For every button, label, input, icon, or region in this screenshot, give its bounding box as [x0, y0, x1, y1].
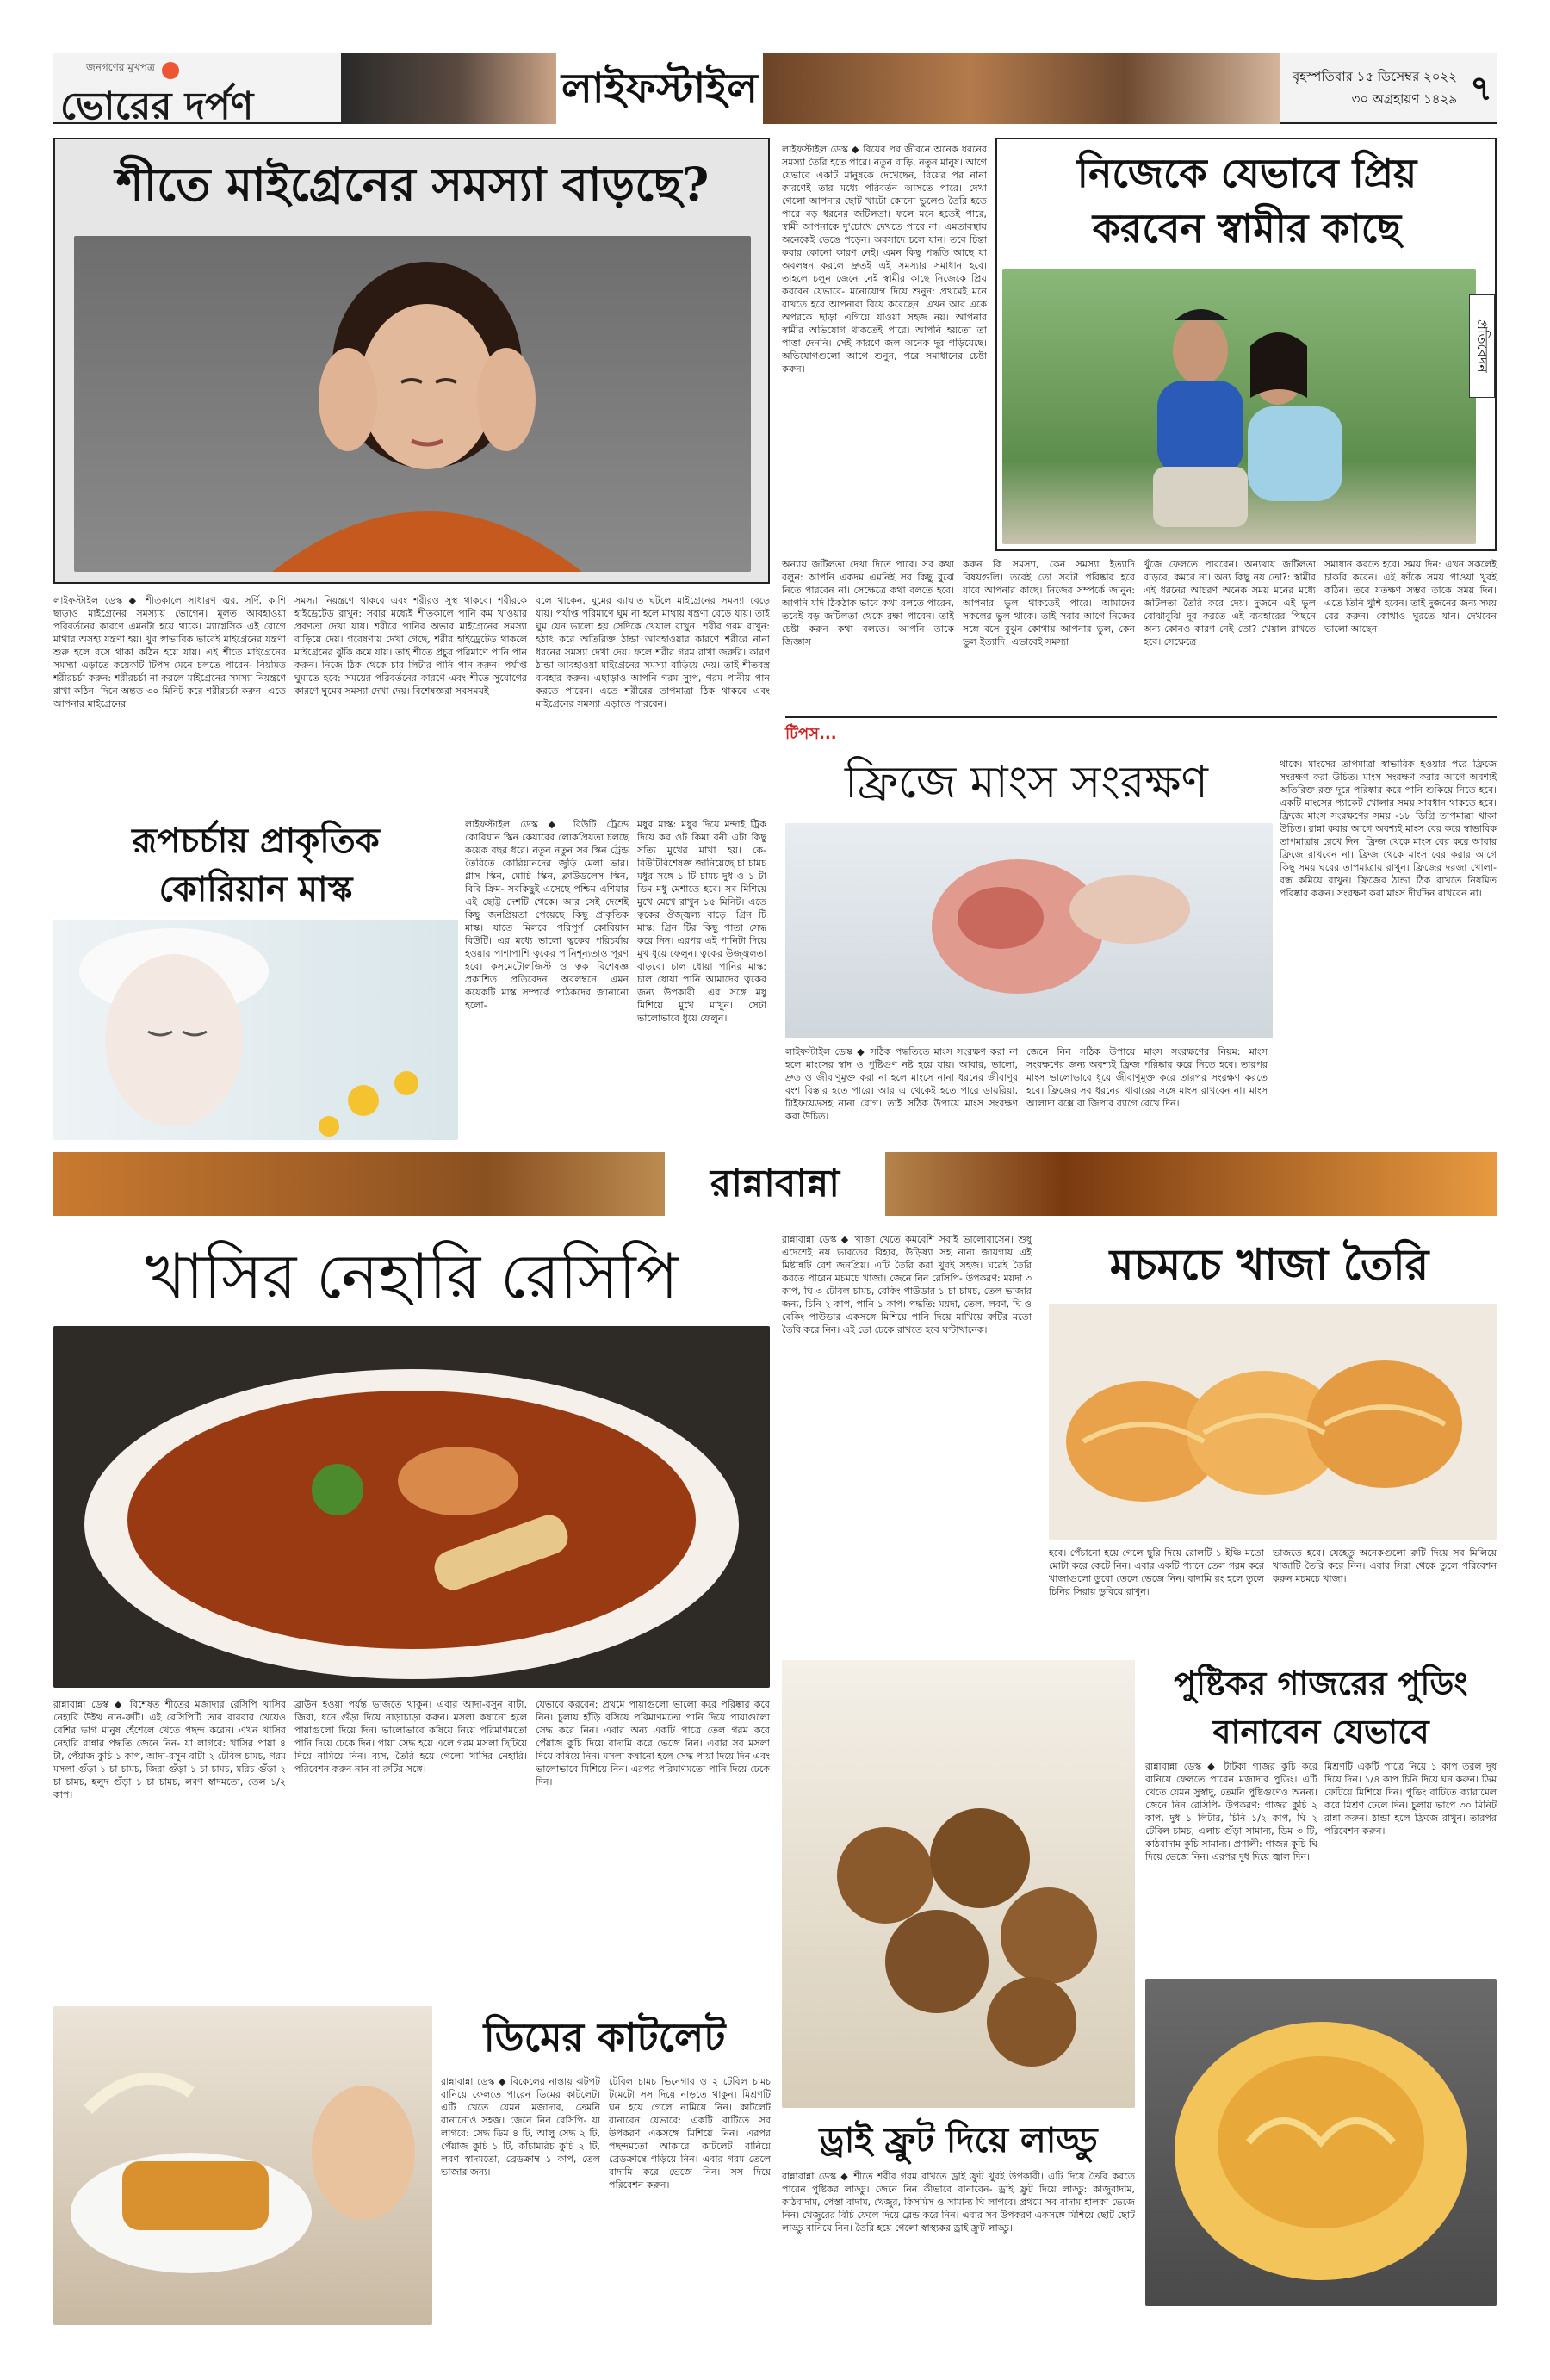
- husband-intro-text: লাইফস্টাইল ডেস্ক ◆ বিয়ের পর জীবনে অনেক ধরনের সমস্যা তৈরি হতে পারে। নতুন বাড়ি, নতুন মানুষ। আগে যেভাবে একটি মানুষকে দেখেছেন, বিয়ের পর নানা কারণেই তার মধ্যে পরিবর্তন আসতে পারে। দেখা গেলো আপনার ছোট খাটো কোনো ভুলেও তৈরি হতে পারে বড় ধরনের জটিলতা। ফলে মনে হতেই পারে, স্বামী আপনাকে দু'চোখে দেখতে পারে না। এমতাবস্থায় অনেকেই ভেঙে পড়েন। অবসাদে চলে যান। তবে চিন্তা করার কোনো কারণ নেই। এমন কিছু পদ্ধতি আছে যা অবলম্বন করলে দ্রুতই এই সমস্যার সমাধান হবে। তাহলে চলুন জেনে নেই স্বামীর কাছে নিজেকে প্রিয় করবেন যেভাবে- মনোযোগ দিয়ে শুনুন: প্রথমেই মনে রাখতে হবে আপনারা বিয়ে করেছেন। এখন আর একে অপরকে ছাড়া এগিয়ে যাওয়া সহজ নয়। আপনার স্বামীর অভিযোগ থাকতেই পারে। আপনি হয়তো তা পাত্তা দেননি। সেই কারণে জল অনেক দূর গড়িয়েছে। অভিযোগগুলো আগে শুনুন, পরে সমাধানের চেষ্টা করুন।: [782, 144, 987, 375]
- mask-woman-illustration: [53, 920, 458, 1140]
- egg-cutlet-headline[interactable]: ডিমের কাটলেট: [483, 2014, 726, 2061]
- carrot-headline-line1[interactable]: পুষ্টিকর গাজরের পুডিং: [1174, 1664, 1468, 1702]
- issue-date: [1285, 65, 1457, 117]
- pudding-illustration: [1145, 1979, 1497, 2306]
- nehari-text-col2: ব্রাউন হওয়া পর্যন্ত ভাজতে থাকুন। এবার আদা-রসুন বাটা, জিরা, ধনে গুঁড়া দিয়ে নাড়াচাড়া করুন। মসলা কষানো হলে পায়াগুলো দিয়ে দিন। ভালোভাবে কষিয়ে নিয়ে পরিমাণমতো পানি দিয়ে ঢেকে দিন। পায়া সেদ্ধ হয়ে এলে গরম মসলা ছিটিয়ে দিয়ে নামিয়ে নিন। ব্যস, তৈরি হয়ে গেলো খাসির নেহারি। পরিবেশন করুন নান বা রুটির সঙ্গে।: [294, 1699, 527, 1775]
- migraine-photo[interactable]: [74, 236, 751, 572]
- nehari-text-col1: রান্নাবান্না ডেস্ক ◆ বিশেষত শীতের মজাদার রেসিপি খাসির নেহারি উইথ নান-রুটি। এই রেসিপিটি তার বারবার খেয়েও বেশির ভাগ মানুষ হেঁশেলে খেতে পছন্দ করেন। এখন খাসির নেহারি রান্নার পদ্ধতি জেনে নিন- যা লাগবে: খাসির পায়া ৪ টা, পেঁয়াজ কুচি ১ কাপ, আদা-রসুন বাটা ২ টেবিল চামচ, গরম মসলা গুঁড়া ১ চা চামচ, জিরা গুঁড়া ১ চা চামচ, মরিচ গুঁড়া ২ চা চামচ, হলুদ গুঁড়া ১ চা চামচ, লবণ স্বাদমতো, তেল ১/২ কাপ।: [53, 1699, 286, 1800]
- migraine-article-box: [53, 138, 770, 584]
- husband-text-col2: করুন কি সমস্যা, কেন সমস্যা ইত্যাদি বিষয়গুলি। তবেই তো সবটা পরিষ্কার হবে যাবে আপনার কাছে। নিজের সম্পর্কে জানুন: আপনার ভুল থাকতেই পারে। আমাদের সকলের ভুল থাকে। তাই সবার আগে নিজের সঙ্গে বসে বুঝুন কোথায় আপনার ভুল, কেন ভুল ইত্যাদি। এভাবেই সমস্যা: [963, 559, 1135, 648]
- page-header: [53, 53, 1497, 128]
- header-photo-woman: [341, 53, 556, 124]
- khaja-text-col2: হবে। পেঁচানো হয়ে গেলে ছুরি দিয়ে রোলটি ১ ইঞ্চি মতো মোটা করে কেটে নিন। এবার একটি প্যানে তেল গরম করে খাজাগুলো ডুবো তেলে ভেজে নিন। বাদামি রং হলে তুলে চিনির সিরায় ডুবিয়ে রাখুন।: [1049, 1547, 1264, 1597]
- husband-side-tag: প্রতিবেদন: [1469, 294, 1495, 398]
- masthead-logo[interactable]: [60, 60, 319, 128]
- korean-text-col1: লাইফস্টাইল ডেস্ক ◆ বিউটি ট্রেন্ডে কোরিয়ান স্কিন কেয়ারের লোকপ্রিয়তা চলছে কয়েক বছর ধরে। নতুন নতুন সব স্কিন ট্রেন্ড তৈরিতে কোরিয়ানদের জুড়ি মেলা ভার। গ্লাস স্কিন, মোচি স্কিন, ক্লাউডলেস স্কিন, বিবি ক্রিম- সবকিছুই এসেছে পশ্চিম এশিয়ার এই ছোট্ট দেশটি থেকে। আর সেই দেশেই কিছু জনপ্রিয়তা পেয়েছে কিছু প্রাকৃতিক মাস্ক। যাতে মিলবে পরিপূর্ণ কোরিয়ান বিউটি। এর মধ্যে ভালো ত্বকের পরিচর্যায় হওয়ার পাশাপাশি ত্বকের পানিশূন্যতাও পূরণ হবে। কসমেটোলজিস্ট ও ত্বক বিশেষজ্ঞ প্রকাশিত প্রতিবেদন অবলম্বনে এমন কয়েকটি মাস্ক সম্পর্কে পাঠকদের জানানো হলো-: [465, 819, 629, 1011]
- korean-headline-line2[interactable]: কোরিয়ান মাস্ক: [158, 869, 353, 909]
- khaja-headline[interactable]: মচমচে খাজা তৈরি: [1109, 1239, 1429, 1290]
- khaja-text-col3: ভাজতে হবে। যেহেতু অনেকগুলো রুটি দিয়ে সব মিলিয়ে খাজাটি তৈরি করে নিন। এবার সিরা থেকে তুলে পরিবেশন করুন মচমচে খাজা।: [1273, 1547, 1497, 1584]
- husband-text-col3: খুঁজে ফেলতে পারবেন। অন্যথায় জটিলতা বাড়বে, কমবে না। অন্য কিছু নয় তো?: স্বামীর এই ধরনের আচরণ অনেক সময় মনের মধ্যে জটিলতা তৈরি করে দেয়। দুজনে এই ভুল বোঝাবুঝি দূর করতে এই ব্যবহারের পিছনে অন্য কোনও কারণ নেই তো? খেয়াল রাখতে হবে। সেক্ষেত্রে: [1144, 559, 1316, 648]
- carrot-headline-line2[interactable]: বানাবেন যেভাবে: [1212, 1712, 1429, 1751]
- laddu-photo[interactable]: [782, 1660, 1135, 2108]
- fridge-top-rule: [785, 716, 1497, 718]
- date-gregorian: বৃহস্পতিবার ১৫ ডিসেম্বর ২০২২: [1292, 69, 1457, 84]
- carrot-text-col2: মিশ্রণটি একটি পাত্রে নিয়ে ১ কাপ তরল দুধ দিয়ে দিন। ১/৪ কাপ চিনি দিয়ে ঘন করুন। ডিম ফেটিয়ে মিশিয়ে দিন। পুডিং বাটিতে ক্যারামেল করে মিশ্রণ ঢেলে দিন। চুলায় ভাপে ৩০ মিনিট রান্না করুন। ঠান্ডা হলে ফ্রিজে রাখুন। তারপর পরিবেশন করুন।: [1324, 1761, 1497, 1837]
- migraine-text-col1: লাইফস্টাইল ডেস্ক ◆ শীতকালে সাধারণ জ্বর, সর্দি, কাশি ছাড়াও মাইগ্রেনের সমস্যায় ভোগেন। মূলত আবহাওয়া পরিবর্তনের কারণে এমনটা হয়ে থাকে। ম্যাগ্নেসিক এই রোগে মাথার অসহ্য যন্ত্রণা হয়। খুব স্বাভাবিক ভাবেই মাইগ্রেনের যন্ত্রণা শুরু হলে বসে থাকা কঠিন হয়ে যায়। এই শীতে মাইগ্রেনের সমস্যা এড়াতে কয়েকটি টিপস মেনে চলতে পারেন- নিয়মিত শরীরচর্চা করুন: শরীরচর্চা না করলে মাইগ্রেনের সমস্যা নিয়ন্ত্রণে রাখা কঠিন। দিনে অন্তত ৩০ মিনিট করে শরীরচর্চা করুন। এতে আপনার মাইগ্রেনের: [53, 595, 286, 710]
- korean-headline-line1[interactable]: রূপচর্চায় প্রাকৃতিক: [132, 821, 380, 861]
- fridge-kicker: টিপস...: [785, 725, 837, 743]
- husband-text-col1: অন্যায় জটিলতা দেখা দিতে পারে। সব কথা বলুন: আপনি একদম এমনিই সব কিছু বুঝে নিতে পারবেন না। সেক্ষেত্রে কথা বলতে হবে। আপনি যদি ঠিকঠাক ভাবে কথা বলতে পারেন, তবেই বড় জটিলতা থেকে রক্ষা পাবেন। তাই চেষ্টা করুন কথা বলতে। আপনি তাকে জিজ্ঞাস: [782, 559, 954, 648]
- laddu-headline[interactable]: ড্রাই ফ্রুট দিয়ে লাড্ডু: [819, 2120, 1098, 2160]
- recipe-banner-title[interactable]: রান্নাবান্না: [665, 1152, 885, 1216]
- husband-text-col4: সমাধান করতে হবে। সময় দিন: এখন সকলেই চাকরি করেন। এই ফাঁকে সময় পাওয়া খুবই কঠিন। তবে যতক্ষণ সম্ভব তাকে সময় দিন। এতে তিনি খুশি হবেন। তাই দুজনের জন্য সময় বের করুন। কোথাও ঘুরতে যান। দেখবেন ভালো আছেন।: [1324, 559, 1497, 635]
- fridge-meat-photo[interactable]: [785, 823, 1273, 1038]
- headache-woman-illustration: [74, 236, 751, 572]
- logo-sun-icon: [162, 62, 179, 79]
- nehari-text-col3: যেভাবে করবেন: প্রথমে পায়াগুলো ভালো করে পরিষ্কার করে নিন। চুলায় হাঁড়ি বসিয়ে পরিমাণমতো পানি দিয়ে পায়াগুলো সেদ্ধ করে নিন। এবার অন্য একটি পাত্রে তেল গরম করে পেঁয়াজ কুচি দিয়ে বাদামি করে ভেজে নিন। এবার সব মসলা দিয়ে কষিয়ে নিন। মসলা কষানো হলে সেদ্ধ পায়া দিয়ে দিন এবং ভালোভাবে মিশিয়ে নিন। এরপর পরিমাণমতো পানি দিয়ে ঢেকে দিন।: [536, 1699, 770, 1788]
- fridge-text-col2: জেনে নিন সঠিক উপায়ে মাংস সংরক্ষণের নিয়ম: মাংস সংরক্ষণের জন্য অবশ্যই ফ্রিজ পরিষ্কার করে নিতে হবে। তারপর মাংস ভালোভাবে ধুয়ে জীবাণুমুক্ত করে তারপর সংরক্ষণ করতে হবে। ফ্রিজের সব ধরনের খাবারের সঙ্গে মাংস রাখবেন না। মাংস আলাদা বক্সে বা জিপার ব্যাগে রেখে দিন।: [1026, 1046, 1268, 1109]
- logo-tagline: জনগণের মুখপত্র: [86, 61, 155, 73]
- korean-mask-photo[interactable]: [53, 920, 458, 1140]
- husband-headline-line1[interactable]: নিজেকে যেভাবে প্রিয়: [1076, 150, 1417, 196]
- recipe-banner: [53, 1152, 1497, 1216]
- khaja-photo[interactable]: [1049, 1304, 1497, 1540]
- fridge-text-col1: লাইফস্টাইল ডেস্ক ◆ সঠিক পদ্ধতিতে মাংস সংরক্ষণ করা না হলে মাংসের স্বাদ ও পুষ্টিগুণ নষ্ট হয়ে যায়। আবার, ভালো, দ্রুত ও জীবাণুমুক্ত করা না হলে মাংসে নানা ধরনের জীবাণুর বংশ বিস্তার হতে পারে। আর এ থেকেই হতে পারে ডায়রিয়া, টাইফয়েডসহ নানা রোগ। তাই সঠিক উপায়ে মাংস সংরক্ষণ করা উচিত।: [785, 1046, 1018, 1122]
- khaja-pastry-illustration: [1049, 1304, 1497, 1540]
- carrot-text-col1: রান্নাবান্না ডেস্ক ◆ টাটকা গাজর কুচি করে বানিয়ে ফেলতে পারেন মজাদার পুডিং। এটি খেতে যেমন সুস্বাদু, তেমনি পুষ্টিগুণেও অনন্য। জেনে নিন রেসিপি- উপকরণ: গাজর কুচি ২ কাপ, দুধ ১ লিটার, চিনি ১/২ কাপ, ঘি ২ টেবিল চামচ, এলাচ গুঁড়া সামান্য, ডিম ৩ টি, কাঠবাদাম কুচি সামান্য। প্রণালী: গাজর কুচি ঘি দিয়ে ভেজে নিন। এরপর দুধ দিয়ে জ্বাল দিন।: [1145, 1761, 1318, 1862]
- egg-cutlet-photo[interactable]: [53, 2006, 432, 2325]
- meat-bag-illustration: [785, 823, 1273, 1038]
- laddu-text: রান্নাবান্না ডেস্ক ◆ শীতে শরীর গরম রাখতে ড্রাই ফ্রুট খুবই উপকারী। এটি দিয়ে তৈরি করতে পারেন পুষ্টিকর লাড্ডু। জেনে নিন কীভাবে বানাবেন- ড্রাই ফ্রুট দিয়ে লাড্ডু: কাজুবাদাম, কাঠবাদাম, পেস্তা বাদাম, খেজুর, কিসমিস ও সামান্য ঘি লাগবে। প্রথমে সব বাদাম হালকা ভেজে নিন। খেজুরের বিচি ফেলে দিয়ে ব্লেন্ড করে নিন। এবার সব উপকরণ একসঙ্গে মিশিয়ে ছোট ছোট লাড্ডু বানিয়ে নিন। তৈরি হয়ে গেলো স্বাস্থ্যকর ড্রাই ফ্রুট লাড্ডু।: [782, 2171, 1135, 2234]
- laddu-illustration: [782, 1660, 1135, 2108]
- korean-text-col2: মধুর মাস্ক: মধুর দিয়ে মন্দাই ট্রিক দিয়ে কর ওট কিমা বনী এটা কিছু সত্যি মুখের মাখা হয়। কে-বিউটিবিশেষজ্ঞ জানিয়েছে চা চামচ মধুর সঙ্গে ১ টি চামচ দুধ ও ১ টা ডিম মধু মেশাতে হবে। সব মিশিয়ে মুখে মেখে রাখুন ১৫ মিনিট। এতে ত্বকের ঔজ্জ্বল্য বাড়ে। গ্রিন টি মাস্ক: গ্রিন টির কিছু পাতা সেদ্ধ করে নিন। এরপর এই পানিটা দিয়ে মুখ ধুয়ে ফেলুন। ত্বকের উজ্জ্বলতা বাড়বে। চাল ধোয়া পানির মাস্ক: চাল ধোয়া পানি আমাদের ত্বকের জন্য উপকারী। এর সঙ্গে মধু মিশিয়ে মুখে মাখুন। সেটা ভালোভাবে ধুয়ে ফেলুন।: [637, 819, 766, 1024]
- egg-cutlet-text-col1: রান্নাবান্না ডেস্ক ◆ বিকেলের নাস্তায় ঝটপট বানিয়ে ফেলতে পারেন ডিমের কাটলেট। এটি খেতে যেমন মজাদার, তেমনি বানানোও সহজ। জেনে নিন রেসিপি- যা লাগবে: সেদ্ধ ডিম ৪ টি, আলু সেদ্ধ ২ টি, পেঁয়াজ কুচি ১ টি, কাঁচামরিচ কুচি ২ টি, লবণ স্বাদমতো, ব্রেডক্রাম্ব ১ কাপ, তেল ভাজার জন্য।: [441, 2076, 600, 2178]
- migraine-text-col2: সমস্যা নিয়ন্ত্রণে থাকবে এবং শরীরও সুস্থ থাকবে। শরীরকে হাইড্রেটেড রাখুন: সবার মধ্যেই শীতকালে পানি কম খাওয়ার প্রবণতা দেখা যায়। শরীরে পানির অভাব মাইগ্রেনের সমস্যা বাড়িয়ে দেয়। গবেষণায় দেখা গেছে, শরীর হাইড্রেটেড থাকলে মাইগ্রেনের ঝুঁকি কমে যায়। তাই শীতে প্রচুর পরিমাণে পানি পান করুন। নিজে ঠিক থেকে চার লিটার পানি পান করুন। পর্যাপ্ত ঘুমাতে হবে: সময়ের পরিবর্তনের কারণে এবং শীতে সুযোগের কারণে ঘুমের সমস্যা দেখা দেয়। বিশেষজ্ঞরা সবসময়ই: [294, 595, 527, 697]
- husband-headline-line2[interactable]: করবেন স্বামীর কাছে: [1092, 205, 1402, 251]
- fridge-text-col3: থাকে। মাংসের তাপমাত্রা স্বাভাবিক হওয়ার পরে ফ্রিজে সংরক্ষণ করা উচিত। মাংস সংরক্ষণ করার আগে অবশ্যই অতিরিক্ত রক্ত দূরে পরিষ্কার করে পানি শুকিয়ে নিতে হবে। একটি মাংসের প্যাকেট খোলার সময় সাবধান থাকতে হবে। ফ্রিজে মাংস সংরক্ষণের সময় -১৮ ডিগ্রি তাপমাত্রা থাকা উচিত। রান্না করার আগে অবশ্যই মাংস বের করে স্বাভাবিক তাপমাত্রায় রেখে দিন। ফ্রিজ থেকে মাংস বের করে আবার ফ্রিজে রাখবেন না। ফ্রিজ থেকে মাংস বের করার আগে কিছু সময় ঘরের তাপমাত্রায় রাখুন। ফ্রিজের দরজা খোলা-বন্ধ কমিয়ে রাখুন। ফ্রিজের ঠান্ডা ঠিক রাখতে নিয়মিত পরিষ্কার করুন। সংরক্ষণ করা মাংস দীর্ঘদিন রাখবেন না।: [1280, 759, 1497, 899]
- carrot-pudding-photo[interactable]: [1145, 1979, 1497, 2306]
- header-photo-spa: [763, 53, 1280, 124]
- couple-photo[interactable]: [1002, 269, 1476, 544]
- nehari-photo[interactable]: [53, 1326, 770, 1688]
- date-bengali: ৩০ অগ্রহায়ণ ১৪২৯: [1351, 91, 1457, 107]
- migraine-text-col3: বলে থাকেন, ঘুমের ব্যাঘাত ঘটলে মাইগ্রেনের সমস্যা বেড়ে যায়। পর্যাপ্ত পরিমাণে ঘুম না হলে মাথায় যন্ত্রণা বেড়ে যায়। তাই ঘুম যেন ভালো হয় সেদিকে খেয়াল রাখুন। শরীর গরম রাখুন: হঠাৎ করে অতিরিক্ত ঠান্ডা আবহাওয়ার কারণে শরীরে নানা ধরনের সমস্যা দেখা দেয়। ফলে শরীর গরম রাখা জরুরি। কারণ ঠান্ডা আবহাওয়া মাইগ্রেনের সমস্যা বাড়িয়ে দেয়। তাই শীতবস্ত্র ব্যবহার করুন। এছাড়াও আপনি গরম স্যুপ, গরম পানীয় পান করতে পারেন। এতে শরীরের তাপমাত্রা ঠিক থাকবে এবং মাইগ্রেনের সমস্যা এড়াতে পারবেন।: [536, 595, 770, 710]
- section-title: লাইফস্টাইল: [556, 53, 763, 124]
- couple-illustration: [1002, 269, 1476, 544]
- khaja-text-col1: রান্নাবান্না ডেস্ক ◆ খাজা খেতে কমবেশি সবাই ভালোবাসেন। শুধু এদেশেই নয় ভারতের বিহার, উড়িষ্যা সহ নানা জায়গায় এই মিষ্টান্নটি বেশ জনপ্রিয়। এটি তৈরি করা খুবই সহজ। ঘরেই তৈরি করতে পারেন মচমচে খাজা। জেনে নিন রেসিপি- উপকরণ: ময়দা ৩ কাপ, ঘি ৩ টেবিল চামচ, বেকিং পাউডার ১ চা চামচ, তেল ভাজার জন্য, চিনি ২ কাপ, পানি ১ কাপ। পদ্ধতি: ময়দা, তেল, লবণ, ঘি ও বেকিং পাউডার একসঙ্গে মিশিয়ে পানি দিয়ে মাখিয়ে রুটির মতো তৈরি করে নিন। এই ডো ঢেকে রাখতে হবে ঘণ্টাখানেক।: [782, 1234, 1032, 1336]
- cutlet-illustration: [53, 2006, 432, 2325]
- husband-article-box: [995, 138, 1497, 551]
- nehari-bowl-illustration: [53, 1326, 770, 1688]
- migraine-headline[interactable]: শীতে মাইগ্রেনের সমস্যা বাড়ছে?: [115, 157, 710, 212]
- page-number: ৭: [1469, 69, 1492, 108]
- egg-cutlet-text-col2: টেবিল চামচ ভিনেগার ও ২ টেবিল চামচ টমেটো সস দিয়ে নাড়তে থাকুন। মিশ্রণটি ঘন হয়ে গেলে নামিয়ে নিন। কাটলেট বানাবেন যেভাবে: একটি বাটিতে সব উপকরণ একসঙ্গে মিশিয়ে নিন। এরপর পছন্দমতো আকারে কাটলেট বানিয়ে ব্রেডক্রাম্বে গড়িয়ে নিন। এবার গরম তেলে বাদামি করে ভেজে নিন। সস দিয়ে পরিবেশন করুন।: [609, 2076, 771, 2191]
- logo-name: ভোরের দর্পণ: [60, 84, 254, 128]
- fridge-headline[interactable]: ফ্রিজে মাংস সংরক্ষণ: [845, 757, 1208, 809]
- nehari-headline[interactable]: খাসির নেহারি রেসিপি: [145, 1240, 679, 1312]
